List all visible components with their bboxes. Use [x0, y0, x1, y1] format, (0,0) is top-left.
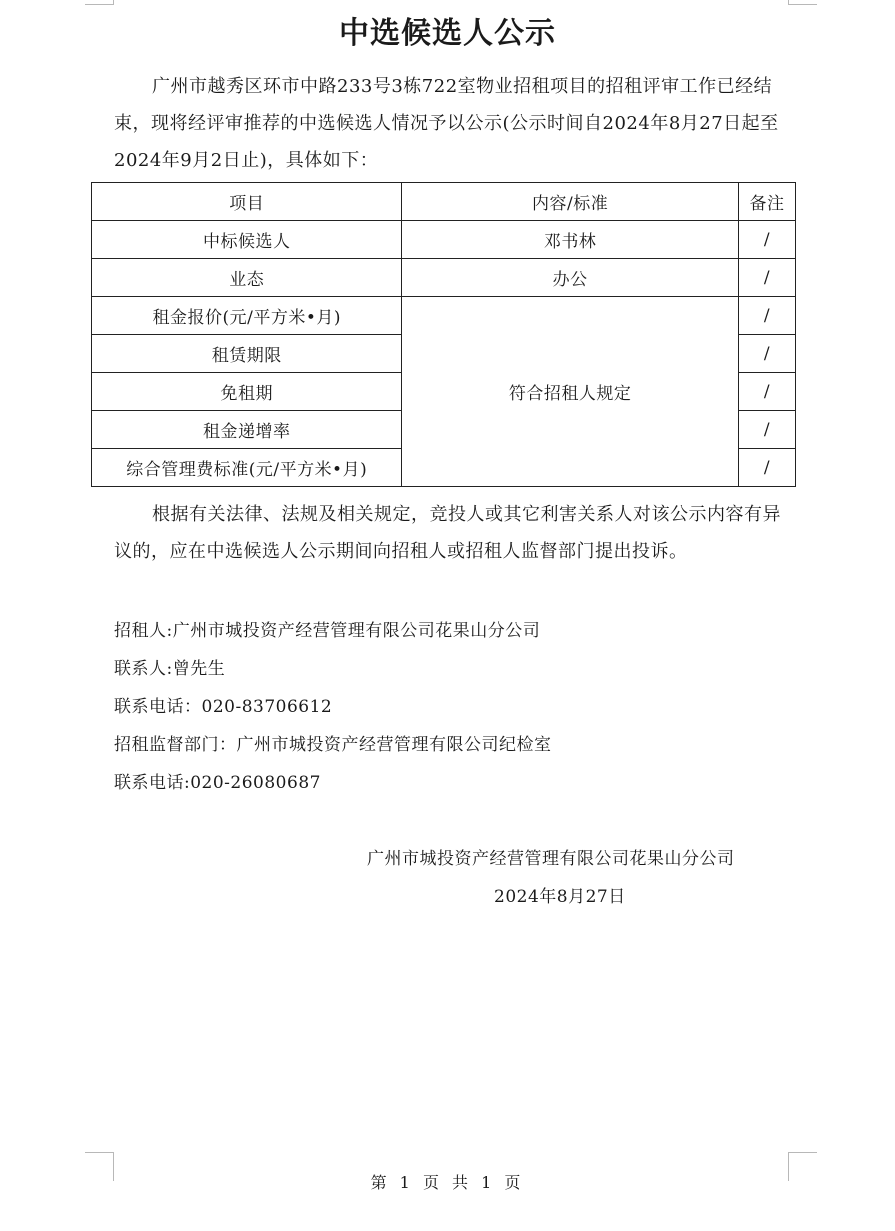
signature-company: 广州市城投资产经营管理有限公司花果山分公司 — [367, 849, 735, 869]
contact-phone-line: 联系电话：020-83706612 — [114, 697, 333, 717]
table-row — [92, 221, 796, 259]
supervision-dept-line: 招租监督部门：广州市城投资产经营管理有限公司纪检室 — [114, 735, 552, 755]
row-item: 租赁期限 — [92, 335, 402, 373]
row-note: / — [738, 335, 795, 373]
row-note: / — [738, 411, 795, 449]
row-note: / — [738, 297, 795, 335]
row-note: / — [738, 373, 795, 411]
header-item: 项目 — [92, 183, 402, 221]
header-content: 内容/标准 — [402, 183, 738, 221]
crop-mark-top-left — [85, 0, 114, 5]
candidate-table — [91, 182, 796, 487]
row-item: 业态 — [92, 259, 402, 297]
page-title: 中选候选人公示 — [339, 16, 556, 51]
row-note: / — [738, 221, 795, 259]
intro-paragraph: 广州市越秀区环市中路233号3栋722室物业招租项目的招租评审工作已经结束，现将经评审推荐的中选候选人情况予以公示(公示时间自2024年8月27日起至 2024年9月2日止)，具体如下： — [114, 76, 779, 171]
header-note: 备注 — [738, 183, 795, 221]
row-item: 免租期 — [92, 373, 402, 411]
notice-paragraph: 根据有关法律、法规及相关规定，竞投人或其它利害关系人对该公示内容有异议的，应在中选候选人公示期间向招租人或招租人监督部门提出投诉。 — [114, 504, 781, 562]
row-item: 租金递增率 — [92, 411, 402, 449]
supervision-phone-line: 联系电话:020-26080687 — [114, 773, 321, 793]
table-row — [92, 297, 796, 335]
row-item: 中标候选人 — [92, 221, 402, 259]
row-content: 邓书林 — [402, 221, 738, 259]
row-note: / — [738, 449, 795, 487]
table-row — [92, 259, 796, 297]
page-footer: 第 1 页 共 1 页 — [370, 1173, 525, 1192]
merged-content-cell: 符合招租人规定 — [402, 297, 738, 487]
crop-mark-top-right — [788, 0, 817, 5]
contact-person-line: 联系人:曾先生 — [114, 659, 226, 679]
table-header-row — [92, 183, 796, 221]
landlord-line: 招租人:广州市城投资产经营管理有限公司花果山分公司 — [114, 621, 541, 641]
signature-date: 2024年8月27日 — [494, 887, 626, 907]
row-item: 综合管理费标准(元/平方米•月) — [92, 449, 402, 487]
row-note: / — [738, 259, 795, 297]
row-item: 租金报价(元/平方米•月) — [92, 297, 402, 335]
row-content: 办公 — [402, 259, 738, 297]
